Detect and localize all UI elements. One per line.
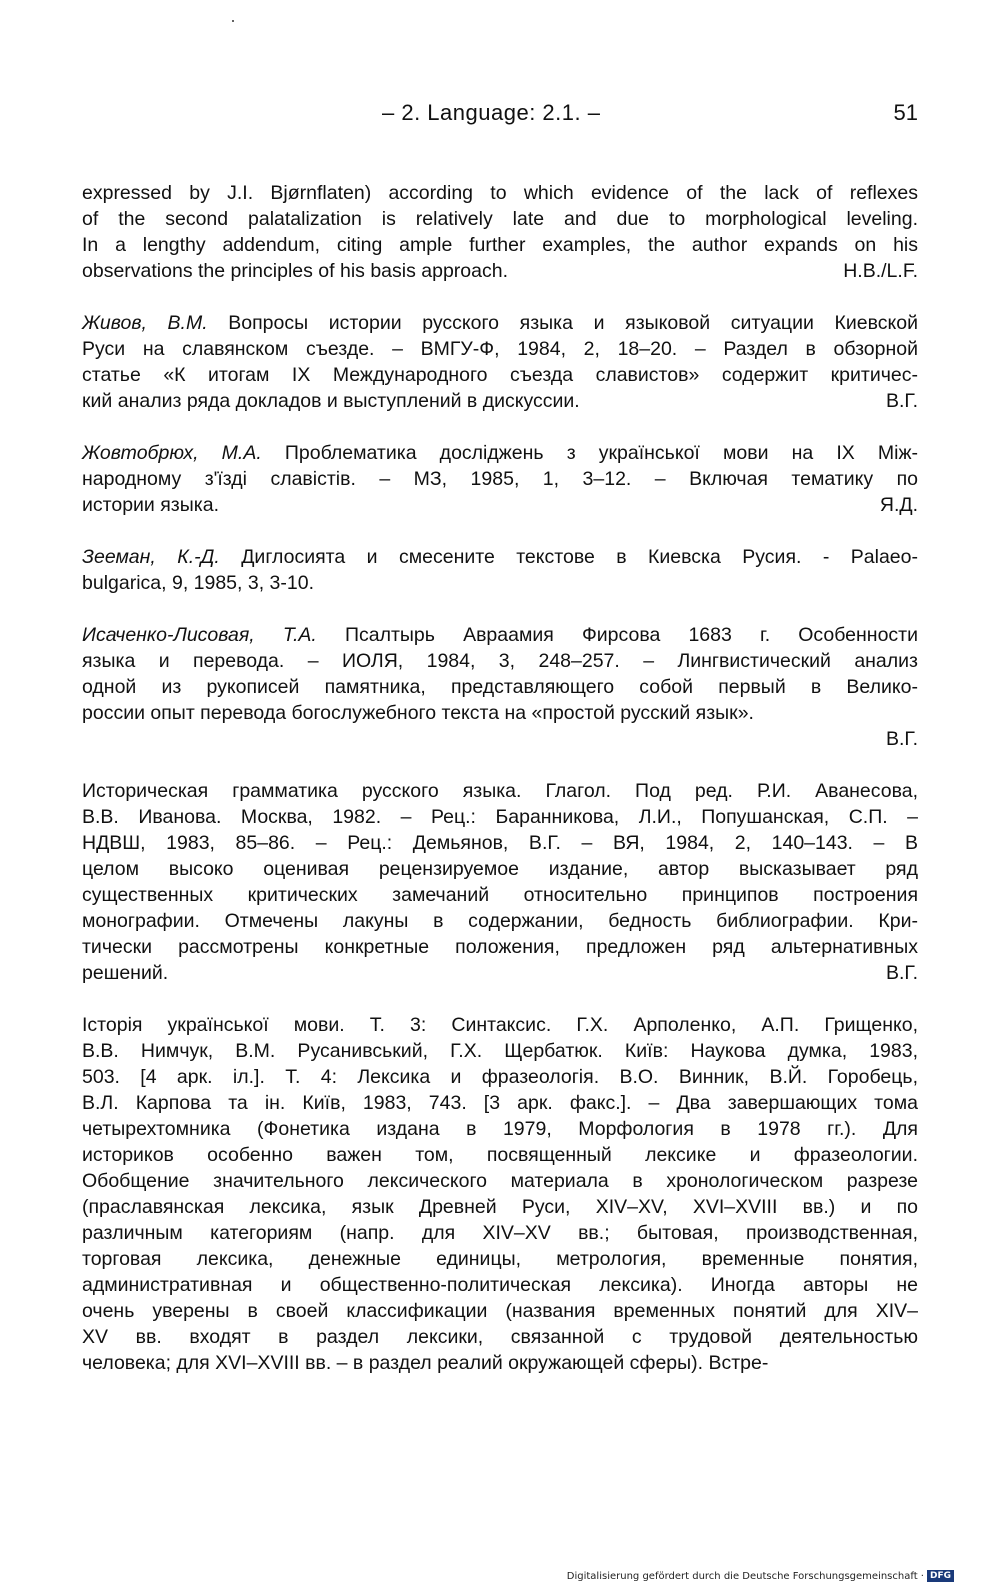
entry-line — [82, 804, 918, 830]
entry-line — [82, 1064, 918, 1090]
entry-text: expressed by J.I. Bjørnflaten) according to which evidence of the lack of reflexes — [82, 182, 918, 204]
entry-text: Диглосията и смесените текстове в Киевска Русия. - Palaeo- — [219, 546, 918, 568]
entry-line — [82, 674, 918, 700]
entry-text: истории языка. — [82, 494, 219, 516]
entry-text: НДВШ, 1983, 85–86. – Рец.: Демьянов, В.Г. – ВЯ, 1984, 2, 140–143. – В — [82, 832, 918, 854]
entry-line — [82, 1350, 918, 1376]
entry-line — [82, 648, 918, 674]
entry-text: В.В. Иванова. Москва, 1982. – Рец.: Баранникова, Л.И., Попушанская, С.П. – — [82, 806, 918, 828]
entry-text: Історія української мови. Т. 3: Синтаксис. Г.Х. Арполенко, А.П. Грищенко, — [82, 1014, 918, 1036]
entry-text: (праславянская лексика, язык Древней Руси, XIV–XV, XVI–XVIII вв.) и по — [82, 1196, 918, 1218]
reviewer-initials: Я.Д. — [879, 494, 918, 516]
entry-author: Жовтобрюх, М.А. — [82, 442, 262, 464]
bibliography-entry — [82, 1012, 918, 1376]
entry-line — [82, 778, 918, 804]
entry-line — [82, 1194, 918, 1220]
entry-text: В.В. Нимчук, В.М. Русанивський, Г.Х. Щербатюк. Київ: Наукова думка, 1983, — [82, 1040, 918, 1062]
entry-text: Псалтырь Авраамия Фирсова 1683 г. Особенности — [316, 624, 918, 646]
entry-text: различным категориям (напр. для XIV–XV вв.; бытовая, производственная, — [82, 1222, 918, 1244]
entry-text: россии опыт перевода богослужебного текста на «простой русский язык». — [82, 702, 754, 724]
entry-line — [82, 258, 918, 284]
entry-text: статье «К итогам IX Международного съезда славистов» содержит критичес- — [82, 364, 918, 386]
entry-text: одной из рукописей памятника, представляющего собой первый в Велико- — [82, 676, 918, 698]
entry-line — [82, 1090, 918, 1116]
entry-text: торговая лексика, денежные единицы, метрология, временные понятия, — [82, 1248, 918, 1270]
entry-text: observations the principles of his basis approach. — [82, 260, 508, 282]
reviewer-initials: В.Г. — [885, 962, 918, 984]
entry-line — [82, 934, 918, 960]
entry-line — [82, 362, 918, 388]
entry-text: решений. — [82, 962, 169, 984]
entry-line — [82, 1116, 918, 1142]
entry-line — [82, 960, 918, 986]
entry-line — [82, 336, 918, 362]
entry-text: монографии. Отмечены лакуны в содержании, бедность библиографии. Кри- — [82, 910, 918, 932]
entry-line — [82, 1324, 918, 1350]
entry-text: Обобщение значительного лексического материала в хронологическом разрезе — [82, 1170, 918, 1192]
entry-text: историков особенно важен том, посвященный лексике и фразеологии. — [82, 1144, 918, 1166]
entry-line — [82, 1038, 918, 1064]
entry-line — [82, 310, 918, 336]
entry-author: Зееман, К.-Д. — [82, 546, 220, 568]
entry-author: Исаченко-Лисовая, Т.А. — [82, 624, 317, 646]
entry-line — [82, 1220, 918, 1246]
entry-line — [82, 1298, 918, 1324]
entry-text: XV вв. входят в раздел лексики, связанной с трудовой деятельностью — [82, 1326, 918, 1348]
entry-text: четырехтомника (Фонетика издана в 1979, Морфология в 1978 гг.). Для — [82, 1118, 918, 1140]
entry-line — [82, 1246, 918, 1272]
entry-text: of the second palatalization is relatively late and due to morphological leveling. — [82, 208, 918, 230]
entry-text: существенных критических замечаний относительно принципов построения — [82, 884, 918, 906]
entry-text: народному з'їзді славістів. – МЗ, 1985, 1, 3–12. – Включая тематику по — [82, 468, 918, 490]
entry-text: человека; для XVI–XVIII вв. – в раздел реалий окружающей сферы). Встре- — [82, 1352, 769, 1374]
entry-line — [82, 700, 918, 726]
reviewer-initials: В.Г. — [885, 390, 918, 412]
entry-line — [82, 622, 918, 648]
bibliography-entry — [82, 440, 918, 518]
entry-text: В.Л. Карпова та ін. Київ, 1983, 743. [3 арк. факс.]. – Два завершающих тома — [82, 1092, 918, 1114]
bibliography-entry — [82, 180, 918, 284]
entry-line — [82, 232, 918, 258]
entry-line — [82, 1272, 918, 1298]
reviewer-initials: H.B./L.F. — [843, 260, 918, 282]
entry-text: 503. [4 арк. іл.]. Т. 4: Лексика и фразеологія. В.О. Винник, В.Й. Горобець, — [82, 1066, 918, 1088]
entry-author: Живов, В.М. — [82, 312, 208, 334]
entry-text: кий анализ ряда докладов и выступлений в дискуссии. — [82, 390, 580, 412]
entry-line — [82, 206, 918, 232]
entry-line — [82, 388, 918, 414]
entry-line — [82, 908, 918, 934]
entry-line — [82, 570, 918, 596]
bibliography-entry — [82, 778, 918, 986]
bibliography-entries — [82, 180, 918, 1402]
entry-text: целом высоко оценивая рецензируемое издание, автор высказывает ряд — [82, 858, 918, 880]
digitization-credit — [567, 1570, 954, 1582]
entry-text: административная и общественно-политическая лексика). Иногда авторы не — [82, 1274, 918, 1296]
entry-line — [82, 830, 918, 856]
entry-text: In a lengthy addendum, citing ample further examples, the author expands on his — [82, 234, 918, 256]
entry-text: bulgarica, 9, 1985, 3, 3-10. — [82, 572, 314, 594]
entry-line — [82, 1012, 918, 1038]
entry-text: Вопросы истории русского языка и языковой ситуации Киевской — [207, 312, 918, 334]
entry-line — [82, 1168, 918, 1194]
entry-line — [82, 466, 918, 492]
bibliography-entry — [82, 622, 918, 752]
entry-line — [82, 544, 918, 570]
bibliography-entry — [82, 310, 918, 414]
page-header — [82, 100, 918, 132]
entry-line — [82, 440, 918, 466]
reviewer-initials: В.Г. — [885, 728, 918, 750]
running-head: – 2. Language: 2.1. – — [382, 100, 601, 125]
entry-line — [82, 1142, 918, 1168]
credit-text: Digitalisierung gefördert durch die Deutsche Forschungsgemeinschaft · — [566, 1571, 924, 1582]
entry-text: языка и перевода. – ИОЛЯ, 1984, 3, 248–257. – Лингвистический анализ — [82, 650, 918, 672]
dfg-logo: DFG — [927, 1570, 954, 1582]
entry-line — [82, 856, 918, 882]
entry-line — [82, 180, 918, 206]
entry-text: очень уверены в своей классификации (названия временных понятий для XIV– — [82, 1300, 918, 1322]
scan-speck — [232, 20, 234, 22]
entry-text: Историческая грамматика русского языка. Глагол. Под ред. Р.И. Аванесова, — [82, 780, 918, 802]
entry-line — [82, 492, 918, 518]
entry-text: Проблематика досліджень з української мови на IX Між- — [261, 442, 918, 464]
entry-text: Руси на славянском съезде. – ВМГУ-Ф, 1984, 2, 18–20. – Раздел в обзорной — [82, 338, 918, 360]
entry-text: тически рассмотрены конкретные положения, предложен ряд альтернативных — [82, 936, 918, 958]
entry-line — [82, 882, 918, 908]
page-number: 51 — [893, 100, 918, 125]
bibliography-entry — [82, 544, 918, 596]
